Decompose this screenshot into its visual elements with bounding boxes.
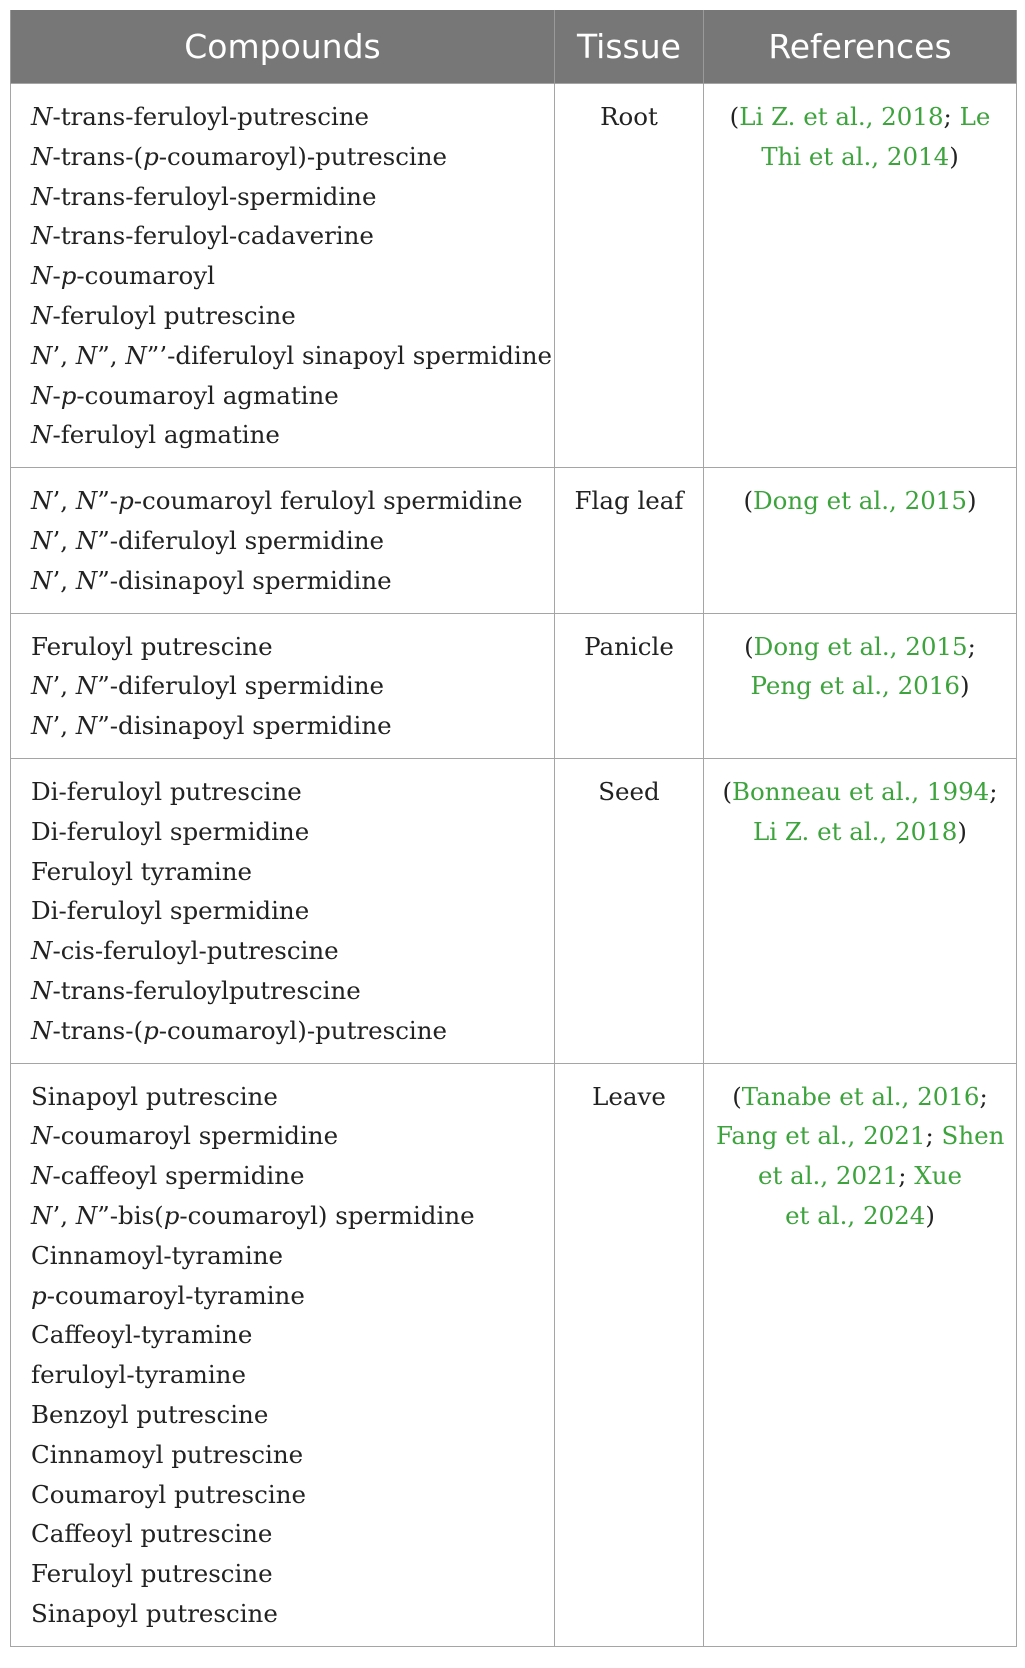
text-segment: ’, <box>52 671 76 701</box>
text-segment: N <box>31 711 53 741</box>
reference-line <box>716 1077 1004 1117</box>
compound-name <box>31 256 548 296</box>
text-segment: N <box>75 1200 98 1230</box>
table-header <box>11 10 1017 84</box>
text-segment: ”- <box>97 486 119 516</box>
tissue-cell: Root <box>555 84 704 468</box>
text-segment: Benzoyl putrescine <box>31 1399 269 1429</box>
text-segment: -coumaroyl spermidine <box>52 1121 339 1151</box>
header-compounds: Compounds <box>11 10 555 84</box>
text-segment: -coumaroyl)-putrescine <box>158 1015 448 1045</box>
text-segment: ; <box>943 102 960 131</box>
reference-link[interactable]: et al., 2024 <box>785 1200 926 1230</box>
text-segment: Feruloyl putrescine <box>31 631 273 661</box>
reference-line <box>716 666 1004 706</box>
compound-name <box>31 1077 548 1117</box>
reference-link[interactable]: Dong et al., 2015 <box>753 486 967 516</box>
compound-name <box>31 1011 548 1051</box>
text-segment: ’, <box>52 525 76 555</box>
text-segment: Cinnamoyl-tyramine <box>31 1240 284 1270</box>
text-segment: N <box>31 671 53 701</box>
text-segment: ’, <box>52 565 76 595</box>
text-segment: p <box>60 261 77 291</box>
reference-line <box>716 772 1004 812</box>
header-row <box>11 10 1017 84</box>
text-segment: ) <box>966 486 977 516</box>
text-segment: -coumaroyl-tyramine <box>46 1280 305 1310</box>
table-row <box>11 758 1017 1063</box>
compound-name <box>31 666 548 706</box>
compound-name <box>31 1276 548 1316</box>
text-segment: ”-disinapoyl spermidine <box>97 711 392 741</box>
compound-name <box>31 216 548 256</box>
references-cell <box>704 613 1017 758</box>
text-segment: ’, <box>52 340 76 370</box>
compound-name <box>31 1475 548 1515</box>
text-segment: ”’-diferuloyl sinapoyl spermidine <box>146 340 553 370</box>
text-segment: N <box>31 261 53 291</box>
compound-name <box>31 1156 548 1196</box>
text-segment: N <box>31 340 53 370</box>
reference-line <box>716 627 1004 667</box>
text-segment: -caffeoyl spermidine <box>52 1161 305 1191</box>
reference-link[interactable]: et al., 2021 <box>757 1161 899 1191</box>
reference-link[interactable]: Tanabe et al., 2016 <box>741 1081 980 1111</box>
text-segment: ; <box>967 631 976 661</box>
text-segment: - <box>52 380 61 410</box>
text-segment: Di-feruloyl spermidine <box>31 896 310 926</box>
text-segment: ; <box>898 1161 915 1191</box>
text-segment: Di-feruloyl putrescine <box>31 776 302 806</box>
text-segment: feruloyl-tyramine <box>31 1360 246 1390</box>
text-segment: p <box>60 380 77 410</box>
compounds-cell <box>11 468 555 613</box>
text-segment: N <box>31 181 53 211</box>
text-segment: N <box>31 1200 53 1230</box>
reference-line <box>716 1156 1004 1196</box>
text-segment: Feruloyl tyramine <box>31 856 253 886</box>
compound-name <box>31 891 548 931</box>
text-segment: -coumaroyl) spermidine <box>179 1200 475 1230</box>
text-segment: ) <box>949 141 959 171</box>
text-segment: -trans-( <box>52 1015 144 1045</box>
reference-line <box>716 97 1004 137</box>
text-segment: ( <box>729 102 740 131</box>
compounds-cell <box>11 758 555 1063</box>
text-segment: N <box>31 380 53 410</box>
text-segment: N <box>31 1161 53 1191</box>
text-segment: ”, <box>97 340 126 370</box>
text-segment: Caffeoyl putrescine <box>31 1519 273 1549</box>
reference-link[interactable]: Li Z. et al., 2018 <box>753 816 958 846</box>
table-row <box>11 1063 1017 1646</box>
table-body <box>11 84 1017 1647</box>
compound-name <box>31 336 553 376</box>
reference-line <box>716 1116 1004 1156</box>
text-segment: N <box>75 565 98 595</box>
compound-name <box>31 1395 548 1435</box>
text-segment: N <box>31 975 53 1005</box>
compounds-cell <box>11 84 555 468</box>
references-cell <box>704 468 1017 613</box>
text-segment: -cis-feruloyl-putrescine <box>52 936 339 966</box>
text-segment: Sinapoyl putrescine <box>31 1081 278 1111</box>
reference-link[interactable]: Dong et al., 2015 <box>753 631 968 661</box>
header-references: References <box>704 10 1017 84</box>
reference-link[interactable]: Xue <box>914 1161 963 1191</box>
text-segment: N <box>125 340 147 370</box>
text-segment: ; <box>979 1081 988 1111</box>
table-row <box>11 468 1017 613</box>
compound-name <box>31 772 548 812</box>
compound-name <box>31 1554 548 1594</box>
compound-name <box>31 627 548 667</box>
compound-name <box>31 1116 548 1156</box>
text-segment: ( <box>732 1081 742 1111</box>
compound-name <box>31 561 548 601</box>
header-tissue: Tissue <box>555 10 704 84</box>
text-segment: -trans-feruloyl-cadaverine <box>52 221 374 251</box>
text-segment: Sinapoyl putrescine <box>31 1598 278 1628</box>
compound-name <box>31 97 548 137</box>
reference-link[interactable]: Thi et al., 2014 <box>761 141 950 171</box>
compound-name <box>31 852 548 892</box>
text-segment: -trans-feruloylputrescine <box>52 975 361 1005</box>
text-segment: N <box>31 102 53 131</box>
text-segment: -feruloyl agmatine <box>52 420 280 450</box>
text-segment: -coumaroyl feruloyl spermidine <box>133 486 523 516</box>
text-segment: -coumaroyl agmatine <box>76 380 339 410</box>
text-segment: N <box>31 936 53 966</box>
reference-link[interactable]: Bonneau et al., 1994 <box>732 776 990 806</box>
tissue-cell: Seed <box>555 758 704 1063</box>
text-segment: ”-bis( <box>97 1200 164 1230</box>
text-segment: -trans-( <box>52 141 144 171</box>
compound-name <box>31 137 548 177</box>
text-segment: N <box>75 671 98 701</box>
text-segment: N <box>31 221 53 251</box>
text-segment: ) <box>957 816 967 846</box>
text-segment: Coumaroyl putrescine <box>31 1479 306 1509</box>
references-cell <box>704 758 1017 1063</box>
text-segment: ’, <box>52 1200 76 1230</box>
compound-name <box>31 971 548 1011</box>
compound-name <box>31 481 548 521</box>
text-segment: N <box>31 1015 53 1045</box>
compounds-cell <box>11 613 555 758</box>
reference-line <box>716 481 1004 521</box>
text-segment: N <box>75 340 98 370</box>
text-segment: Caffeoyl-tyramine <box>31 1320 253 1350</box>
text-segment: -trans-feruloyl-putrescine <box>52 102 370 131</box>
reference-link[interactable]: Shen <box>941 1121 1005 1151</box>
text-segment: p <box>143 1015 159 1045</box>
text-segment: N <box>31 486 53 516</box>
compound-name <box>31 1355 548 1395</box>
table-row <box>11 613 1017 758</box>
text-segment: ( <box>743 486 754 516</box>
text-segment: N <box>75 486 98 516</box>
tissue-cell: Flag leaf <box>555 468 704 613</box>
compound-name <box>31 706 548 746</box>
references-cell <box>704 1063 1017 1646</box>
references-cell <box>704 84 1017 468</box>
text-segment: N <box>31 525 53 555</box>
reference-link[interactable]: Li Z. et al., 2018 <box>739 102 944 131</box>
text-segment: ; <box>925 1121 942 1151</box>
text-segment: N <box>31 565 53 595</box>
text-segment: N <box>31 300 53 330</box>
reference-line <box>716 812 1004 852</box>
tissue-cell: Leave <box>555 1063 704 1646</box>
text-segment: -coumaroyl <box>76 261 215 291</box>
text-segment: Feruloyl putrescine <box>31 1559 273 1589</box>
reference-link[interactable]: Peng et al., 2016 <box>750 671 960 701</box>
compound-name <box>31 1594 548 1634</box>
compound-name <box>31 1196 548 1236</box>
text-segment: N <box>31 141 53 171</box>
text-segment: ”-diferuloyl spermidine <box>97 525 385 555</box>
reference-link[interactable]: Fang et al., 2021 <box>716 1121 926 1151</box>
text-segment: Di-feruloyl spermidine <box>31 816 310 846</box>
compound-name <box>31 1315 548 1355</box>
text-segment: ’, <box>52 486 76 516</box>
text-segment: ”-diferuloyl spermidine <box>97 671 385 701</box>
compound-name <box>31 521 548 561</box>
text-segment: -trans-feruloyl-spermidine <box>52 181 377 211</box>
text-segment: N <box>31 1121 53 1151</box>
text-segment: ; <box>989 776 998 806</box>
text-segment: ( <box>744 631 754 661</box>
text-segment: p <box>31 1280 47 1310</box>
text-segment: p <box>118 486 134 516</box>
text-segment: ”-disinapoyl spermidine <box>97 565 392 595</box>
table-row <box>11 84 1017 468</box>
compound-name <box>31 296 548 336</box>
reference-line <box>716 137 1004 177</box>
text-segment: p <box>143 141 159 171</box>
compound-name <box>31 376 548 416</box>
reference-line <box>716 1196 1004 1236</box>
compound-name <box>31 812 548 852</box>
compound-name <box>31 931 548 971</box>
compound-name <box>31 1435 548 1475</box>
text-segment: ’, <box>52 711 76 741</box>
compound-name <box>31 1514 548 1554</box>
text-segment: p <box>163 1200 180 1230</box>
text-segment: N <box>31 420 53 450</box>
text-segment: ) <box>925 1200 935 1230</box>
compound-name <box>31 1236 548 1276</box>
compounds-cell <box>11 1063 555 1646</box>
text-segment: -feruloyl putrescine <box>52 300 296 330</box>
text-segment: - <box>52 261 61 291</box>
tissue-cell: Panicle <box>555 613 704 758</box>
text-segment: ( <box>722 776 732 806</box>
text-segment: N <box>75 525 98 555</box>
text-segment: -coumaroyl)-putrescine <box>158 141 448 171</box>
compounds-table <box>10 10 1017 1647</box>
compound-name <box>31 415 548 455</box>
reference-link[interactable]: Le <box>959 102 991 131</box>
text-segment: ) <box>959 671 970 701</box>
text-segment: N <box>75 711 98 741</box>
text-segment: Cinnamoyl putrescine <box>31 1439 304 1469</box>
compound-name <box>31 177 548 217</box>
